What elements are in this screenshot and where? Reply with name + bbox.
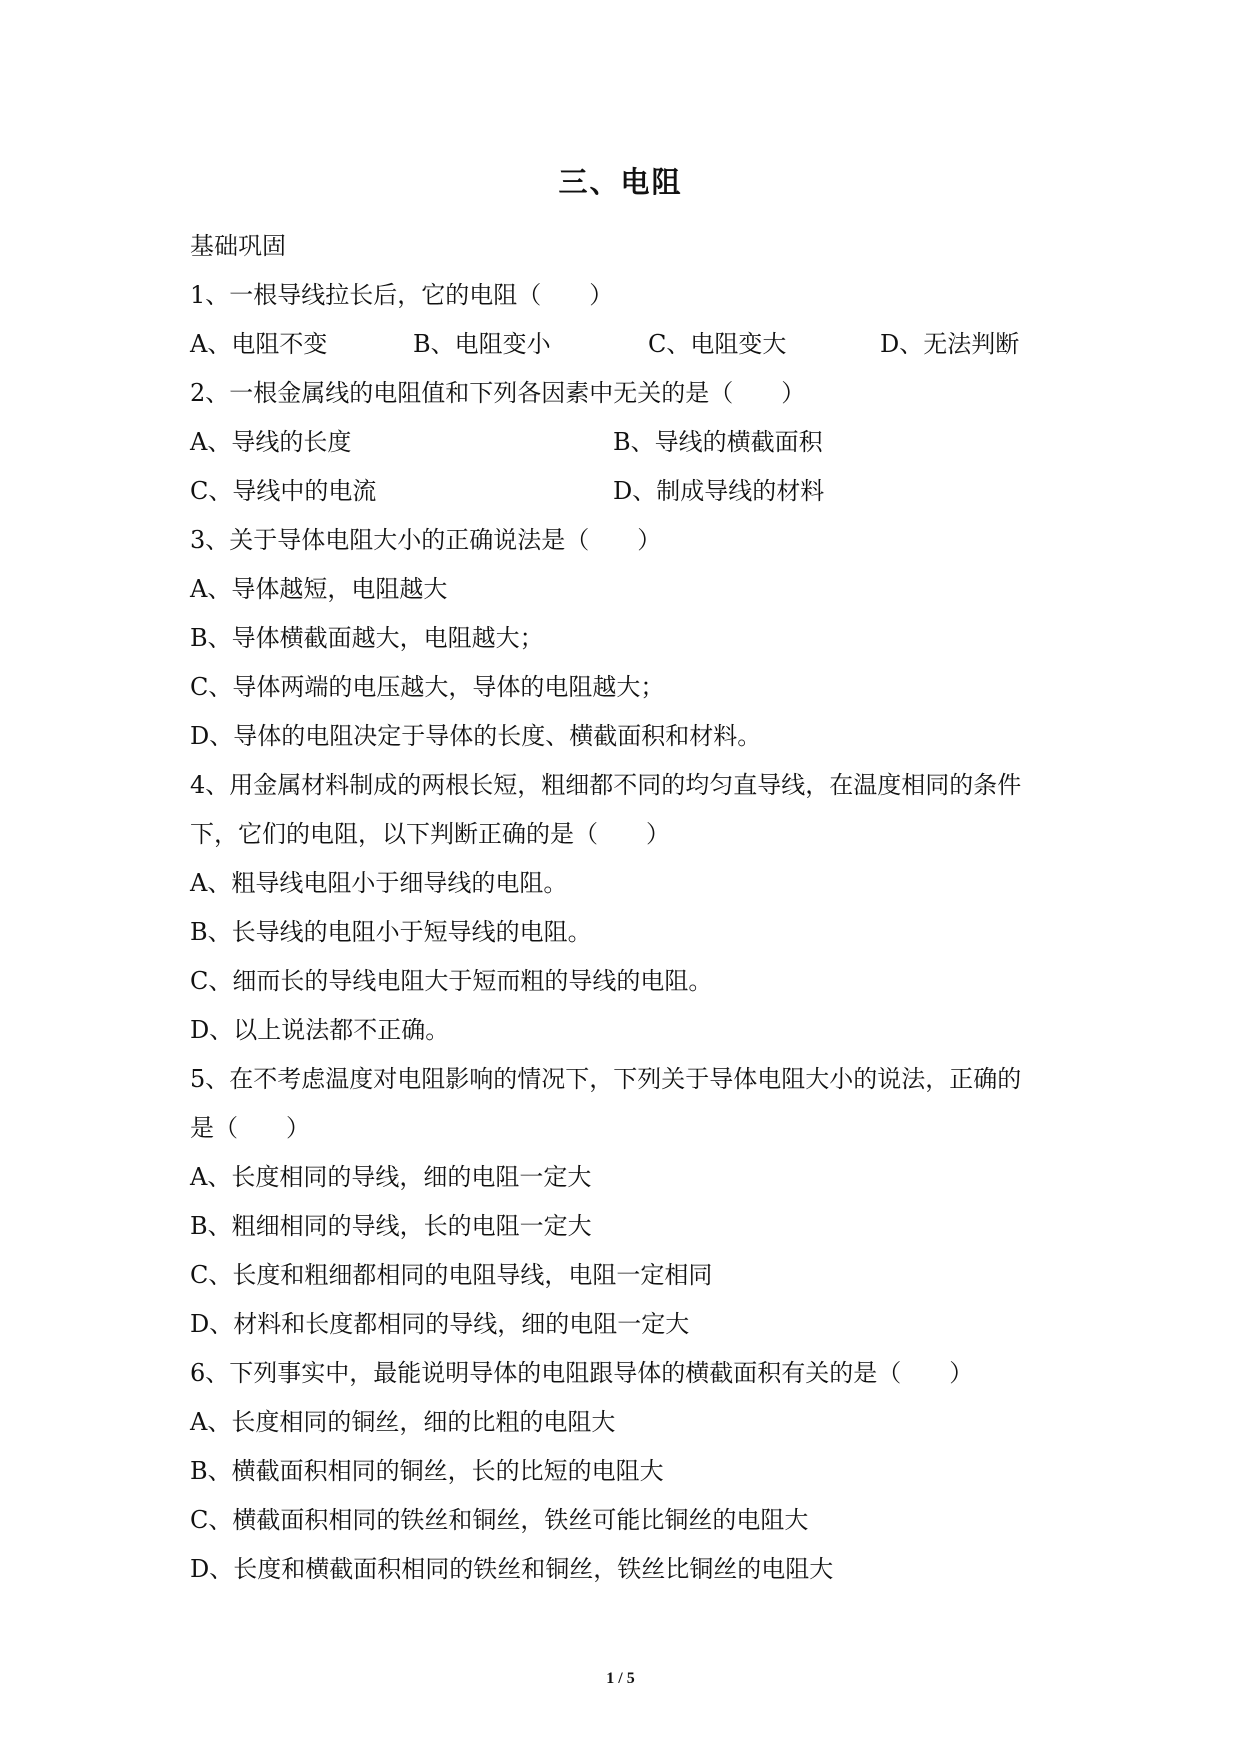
question-2-stem: 2、一根金属线的电阻值和下列各因素中无关的是（ ）	[190, 379, 806, 407]
option-b: B、横截面积相同的铜丝，长的比短的电阻大	[190, 1457, 664, 1485]
page-title: 三、电阻	[558, 165, 683, 199]
question-5-stem-line-2: 是（ ）	[190, 1114, 310, 1142]
option-a: A、电阻不变	[190, 330, 328, 358]
section-heading: 基础巩固	[190, 232, 286, 260]
question-4-stem-line-1: 4、用金属材料制成的两根长短，粗细都不同的均匀直导线，在温度相同的条件	[190, 771, 1022, 799]
page-number: 1 / 5	[606, 1670, 635, 1687]
option-d: D、长度和横截面积相同的铁丝和铜丝，铁丝比铜丝的电阻大	[190, 1555, 834, 1583]
question-5-stem-line-1: 5、在不考虑温度对电阻影响的情况下，下列关于导体电阻大小的说法，正确的	[190, 1065, 1022, 1093]
question-1-stem: 1、一根导线拉长后，它的电阻（ ）	[190, 281, 614, 309]
option-c: C、横截面积相同的铁丝和铜丝，铁丝可能比铜丝的电阻大	[190, 1506, 809, 1534]
option-a: A、长度相同的导线，细的电阻一定大	[190, 1163, 592, 1191]
option-a: A、粗导线电阻小于细导线的电阻。	[190, 869, 568, 897]
question-2-options-row-2	[190, 467, 1070, 516]
option-a: A、导体越短，电阻越大	[190, 575, 448, 603]
option-c: C、导线中的电流	[190, 477, 377, 505]
option-a: A、导线的长度	[190, 428, 352, 456]
option-c: C、电阻变大	[648, 330, 787, 358]
question-1-options	[190, 320, 1070, 369]
worksheet-body	[190, 222, 1070, 1594]
option-b: B、导体横截面越大，电阻越大；	[190, 624, 544, 652]
option-d: D、导体的电阻决定于导体的长度、横截面积和材料。	[190, 722, 762, 750]
question-6-stem: 6、下列事实中，最能说明导体的电阻跟导体的横截面积有关的是（ ）	[190, 1359, 974, 1387]
option-d: D、无法判断	[880, 330, 1020, 358]
option-b: B、导线的横截面积	[613, 428, 823, 456]
option-d: D、以上说法都不正确。	[190, 1016, 450, 1044]
option-b: B、粗细相同的导线，长的电阻一定大	[190, 1212, 592, 1240]
option-c: C、长度和粗细都相同的电阻导线，电阻一定相同	[190, 1261, 713, 1289]
option-b: B、长导线的电阻小于短导线的电阻。	[190, 918, 592, 946]
option-b: B、电阻变小	[413, 330, 551, 358]
option-c: C、细而长的导线电阻大于短而粗的导线的电阻。	[190, 967, 713, 995]
question-3-stem: 3、关于导体电阻大小的正确说法是（ ）	[190, 526, 662, 554]
option-c: C、导体两端的电压越大，导体的电阻越大；	[190, 673, 665, 701]
question-2-options-row-1	[190, 418, 1070, 467]
question-4-stem-line-2: 下，它们的电阻，以下判断正确的是（ ）	[190, 820, 670, 848]
option-d: D、制成导线的材料	[613, 477, 825, 505]
option-a: A、长度相同的铜丝，细的比粗的电阻大	[190, 1408, 616, 1436]
option-d: D、材料和长度都相同的导线，细的电阻一定大	[190, 1310, 690, 1338]
